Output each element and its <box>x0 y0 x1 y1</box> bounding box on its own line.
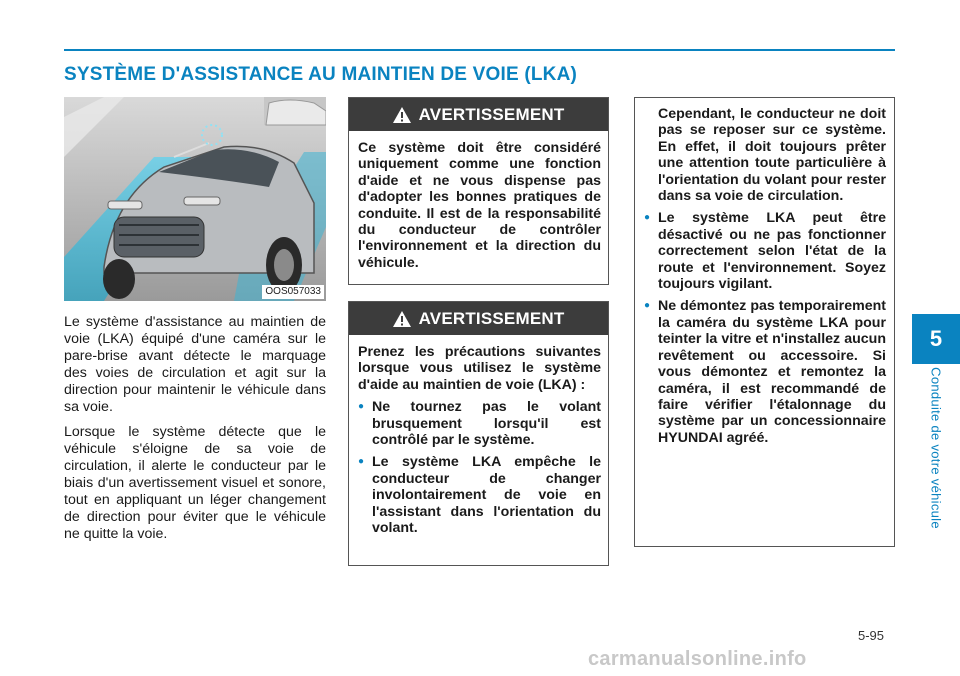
watermark: carmanualsonline.info <box>588 648 807 670</box>
warning-intro: Prenez les précautions suivantes lorsque vous utilisez le système d'aide au maintien de voie (LKA) : <box>358 344 601 393</box>
bullet-item: ● Ne tournez pas le volant brusquement lorsqu'il est contrôlé par le système. <box>358 399 601 448</box>
warning-triangle-icon <box>393 311 411 327</box>
intro-paragraph: Lorsque le système détecte que le véhicule s'éloigne de sa voie de circulation, il alerte le conducteur par le biais d'un avertissement visuel et sonore, tout en appliquant un léger changement de direction pour éviter que le véhicule ne quitte la voie. <box>64 424 326 542</box>
page-number: 5-95 <box>858 628 885 643</box>
bullet-item: ● Le système LKA peut être désactivé ou ne pas fonctionner correctement selon l'état de la route et l'environnement. Soyez toujours vigilant. <box>644 210 886 292</box>
warning-heading: AVERTISSEMENT <box>418 104 565 124</box>
warning-body <box>349 131 608 287</box>
continued-lead: Cependant, le conducteur ne doit pas se reposer sur ce système. En effet, il doit toujours prêter une attention toute particulière à l'orientation du volant pour rester dans sa voie de circulation. <box>658 106 886 205</box>
car-illustration <box>64 97 326 301</box>
warning-header <box>349 98 608 131</box>
bullet-item: ● Le système LKA empêche le conducteur de changer involontairement de voie en l'assistant dans l'orientation du volant. <box>358 454 601 536</box>
chapter-label: Conduite de votre véhicule <box>928 367 944 529</box>
warning-text: Ce système doit être considéré uniquement comme une fonction d'aide et ne vous dispense pas d'adopter les bonnes pratiques de conduite. Il est de la responsabilité du conducteur de contrôler l'environnement et la direction du véhicule. <box>358 140 601 271</box>
page-title: SYSTÈME D'ASSISTANCE AU MAINTIEN DE VOIE (LKA) <box>64 64 578 85</box>
top-rule <box>64 49 895 51</box>
warning-box-2 <box>348 301 609 566</box>
warning-heading: AVERTISSEMENT <box>418 308 565 328</box>
lka-camera-photo <box>64 97 326 301</box>
warning-body <box>349 335 608 552</box>
intro-text <box>64 314 326 551</box>
warning-bullets <box>358 399 601 536</box>
chapter-tab[interactable]: 5 <box>912 314 960 364</box>
continued-bullets <box>644 210 886 446</box>
warning-continued-box <box>634 97 895 547</box>
figure-code: OOS057033 <box>262 285 324 299</box>
warning-triangle-icon <box>393 107 411 123</box>
warning-header <box>349 302 608 335</box>
intro-paragraph: Le système d'assistance au maintien de voie (LKA) équipé d'une caméra sur le pare-brise avant détecte le marquage des voies de circulation et agit sur la direction pour maintenir le véhicule dans sa voie. <box>64 314 326 415</box>
warning-box-1 <box>348 97 609 285</box>
bullet-item: ● Ne démontez pas temporairement la caméra du système LKA pour teinter la vitre et n'installez aucun revêtement ou accessoire. Si vous démontez et remontez la caméra, il est recommandé de faire vérifier l'étalonnage du système par un concessionnaire HYUNDAI agréé. <box>644 298 886 446</box>
